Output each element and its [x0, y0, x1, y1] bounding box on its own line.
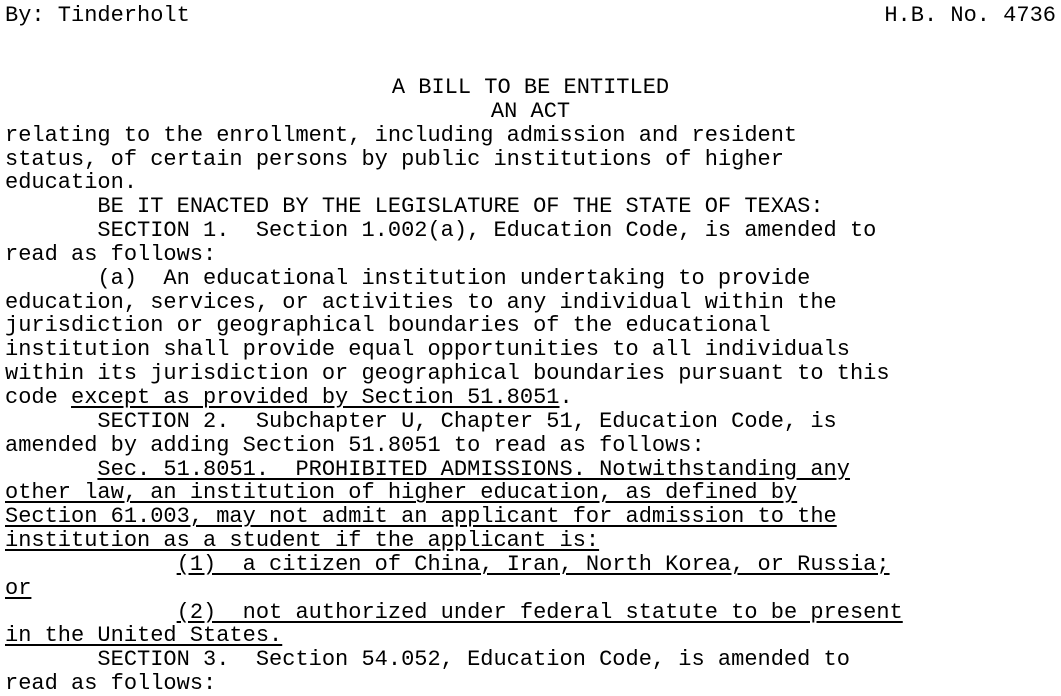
bill-text-line [5, 243, 1056, 267]
text-segment: education, services, or activities to any individual within the [5, 289, 837, 315]
bill-document [5, 4, 1056, 696]
text-segment: relating to the enrollment, including admission and resident [5, 122, 798, 148]
bill-text-line [5, 481, 1056, 505]
text-segment: . [559, 384, 573, 410]
bill-text-line [5, 648, 1056, 672]
text-segment: jurisdiction or geographical boundaries of the educational [5, 313, 771, 339]
bill-text-line [5, 672, 1056, 696]
text-segment: code [5, 384, 72, 410]
text-segment [5, 457, 97, 482]
bill-title-line-2: AN ACT [490, 98, 571, 124]
text-segment: (a) An educational institution undertaking to provide [5, 265, 811, 291]
text-segment: education. [5, 170, 138, 196]
amended-text-segment: institution as a student if the applicant is: [5, 528, 600, 554]
text-segment: within its jurisdiction or geographical boundaries pursuant to this [5, 361, 890, 387]
bill-text-line [5, 171, 1056, 195]
bill-text-line [5, 458, 1056, 482]
bill-text-line [5, 291, 1056, 315]
amended-text-segment: (1) a citizen of China, Iran, North Korea, or Russia; [176, 551, 890, 577]
text-segment: amended by adding Section 51.8051 to read as follows: [5, 432, 705, 458]
amended-text-segment: Section 61.003, may not admit an applicant for admission to the [5, 504, 837, 530]
amended-text-segment: Sec. 51.8051. PROHIBITED ADMISSIONS. Notwithstanding any [97, 456, 850, 482]
text-segment: institution shall provide equal opportunities to all individuals [5, 337, 850, 363]
bill-text-line [5, 267, 1056, 291]
bill-text-line [5, 148, 1056, 172]
bill-number: H.B. No. 4736 [884, 3, 1056, 28]
bill-title-line-1: A BILL TO BE ENTITLED [391, 75, 670, 100]
text-segment: read as follows: [5, 671, 217, 696]
bill-text-line [5, 577, 1056, 601]
text-segment: status, of certain persons by public institutions of higher [5, 146, 784, 172]
bill-text-line [5, 553, 1056, 577]
bill-text-line [5, 601, 1056, 625]
bill-body [5, 124, 1056, 696]
amended-text-segment: except as provided by Section 51.8051 [71, 384, 560, 410]
bill-header [5, 4, 1056, 28]
bill-text-line [5, 338, 1056, 362]
bill-text-line [5, 410, 1056, 434]
bill-text-line [5, 314, 1056, 338]
bill-text-line [5, 505, 1056, 529]
amended-text-segment: (2) not authorized under federal statute to be present [176, 599, 903, 625]
amended-text-segment: in the United States. [5, 623, 283, 649]
bill-text-line [5, 362, 1056, 386]
text-segment: SECTION 1. Section 1.002(a), Education Code, is amended to [5, 218, 877, 244]
bill-text-line [5, 219, 1056, 243]
text-segment: SECTION 3. Section 54.052, Education Code, is amended to [5, 647, 850, 673]
bill-text-line [5, 434, 1056, 458]
text-segment: SECTION 2. Subchapter U, Chapter 51, Education Code, is [5, 408, 837, 434]
header-spacer [5, 28, 1056, 76]
amended-text-segment: or [5, 575, 32, 601]
bill-text-line [5, 624, 1056, 648]
text-segment: read as follows: [5, 241, 217, 267]
text-segment: BE IT ENACTED BY THE LEGISLATURE OF THE STATE OF TEXAS: [5, 194, 824, 220]
bill-text-line [5, 195, 1056, 219]
text-segment [5, 552, 177, 577]
bill-text-line [5, 124, 1056, 148]
bill-text-line [5, 386, 1056, 410]
amended-text-segment: other law, an institution of higher education, as defined by [5, 480, 798, 506]
bill-author: By: Tinderholt [5, 3, 190, 28]
bill-text-line [5, 529, 1056, 553]
text-segment [5, 600, 177, 625]
